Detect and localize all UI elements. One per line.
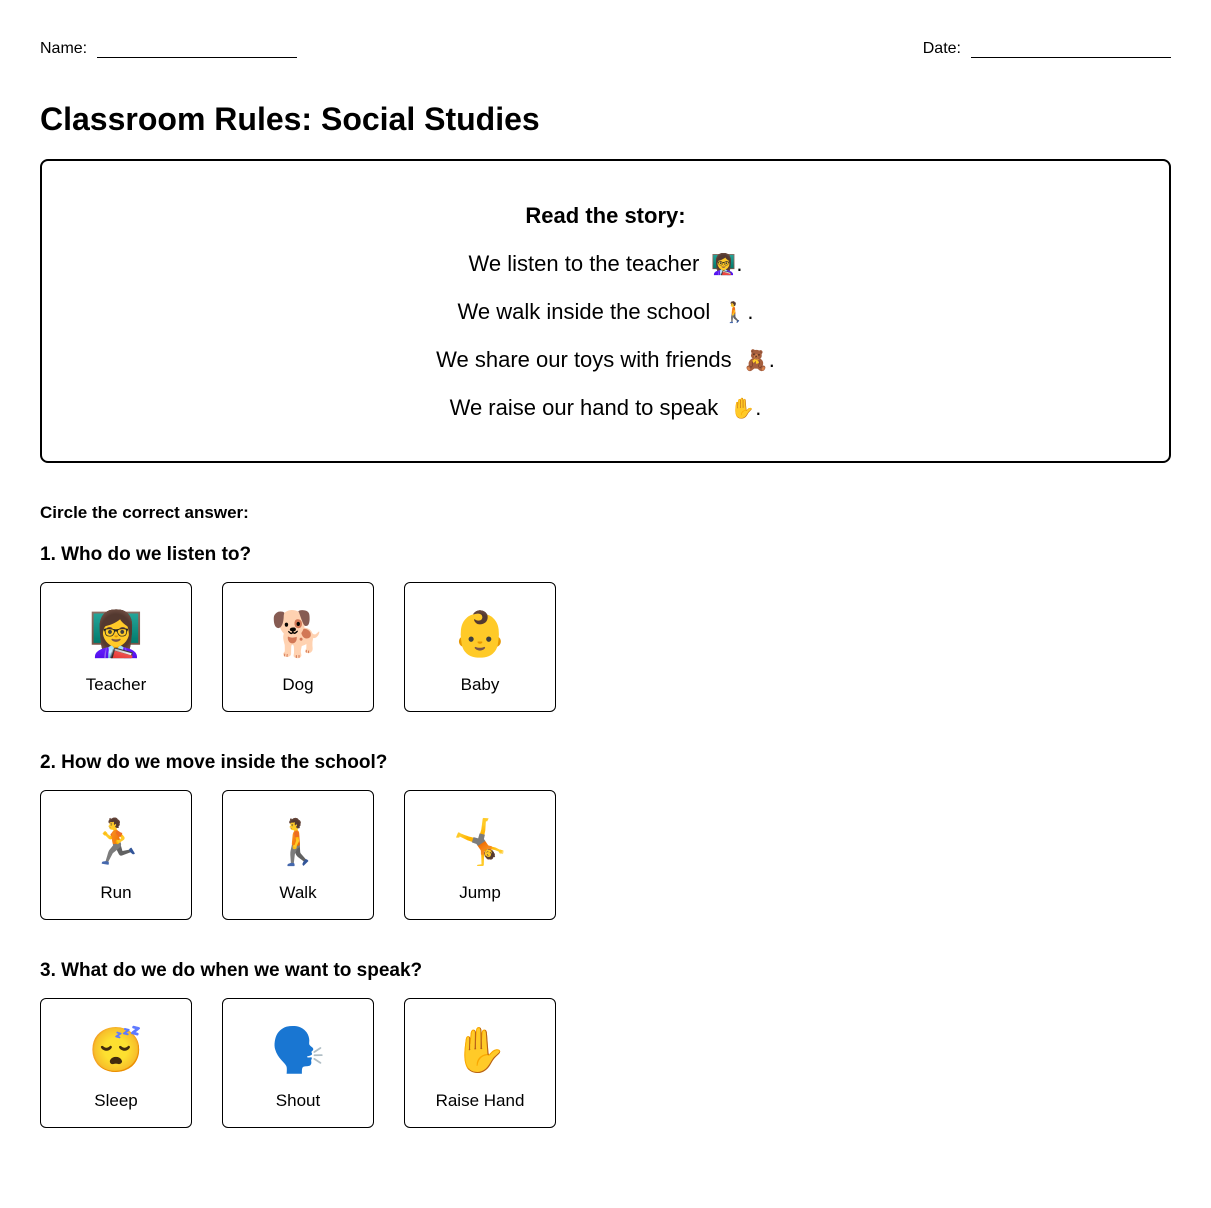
question-3: 3. What do we do when we want to speak? xyxy=(40,960,423,981)
option-label: Sleep xyxy=(94,1091,138,1110)
option-raise-hand[interactable] xyxy=(404,998,556,1128)
header xyxy=(40,40,1171,60)
teacher-icon: 👩‍🏫 xyxy=(88,610,144,659)
question-2-options xyxy=(40,790,556,920)
option-label: Dog xyxy=(282,675,314,694)
name-label: Name: xyxy=(40,40,88,57)
baby-icon: 👶 xyxy=(452,610,508,659)
option-walk[interactable] xyxy=(222,790,374,920)
story-line: We listen to the teacher 👩‍🏫. xyxy=(468,251,743,276)
option-label: Baby xyxy=(460,675,500,694)
question-2: 2. How do we move inside the school? xyxy=(40,752,388,773)
name-blank-line[interactable] xyxy=(97,43,297,58)
story-line: We raise our hand to speak ✋. xyxy=(449,395,762,420)
date-field[interactable] xyxy=(923,40,1171,58)
walking-person-icon: 🚶 xyxy=(722,302,748,324)
option-teacher[interactable] xyxy=(40,582,192,712)
speaking-head-icon: 🗣️ xyxy=(270,1026,326,1075)
teacher-icon: 👩‍🏫 xyxy=(711,254,737,276)
name-field[interactable] xyxy=(40,40,297,58)
instruction: Circle the correct answer: xyxy=(40,503,249,522)
running-person-icon: 🏃 xyxy=(88,818,144,867)
story-line: We share our toys with friends 🧸. xyxy=(436,347,775,372)
story-heading: Read the story: xyxy=(525,203,686,228)
option-label: Raise Hand xyxy=(435,1091,525,1110)
date-label: Date: xyxy=(922,40,961,57)
sleeping-face-icon: 😴 xyxy=(88,1026,144,1075)
question-1-options xyxy=(40,582,556,712)
option-label: Walk xyxy=(279,883,317,902)
date-blank-line[interactable] xyxy=(971,43,1171,58)
option-label: Jump xyxy=(459,883,501,902)
option-shout[interactable] xyxy=(222,998,374,1128)
teddy-bear-icon: 🧸 xyxy=(743,350,769,372)
question-1: 1. Who do we listen to? xyxy=(40,544,252,565)
option-label: Shout xyxy=(275,1091,321,1110)
question-3-options xyxy=(40,998,556,1128)
option-run[interactable] xyxy=(40,790,192,920)
option-label: Run xyxy=(100,883,132,902)
cartwheel-icon: 🤸 xyxy=(452,818,508,867)
story-box xyxy=(40,159,1171,463)
dog-icon: 🐕 xyxy=(270,610,326,659)
option-jump[interactable] xyxy=(404,790,556,920)
page-title: Classroom Rules: Social Studies xyxy=(40,101,540,137)
option-label: Teacher xyxy=(85,675,147,694)
raised-hand-icon: ✋ xyxy=(730,398,756,420)
option-baby[interactable] xyxy=(404,582,556,712)
option-sleep[interactable] xyxy=(40,998,192,1128)
story-line: We walk inside the school 🚶. xyxy=(457,299,754,324)
walking-person-icon: 🚶 xyxy=(270,818,326,867)
raised-hand-icon: ✋ xyxy=(452,1026,508,1075)
option-dog[interactable] xyxy=(222,582,374,712)
